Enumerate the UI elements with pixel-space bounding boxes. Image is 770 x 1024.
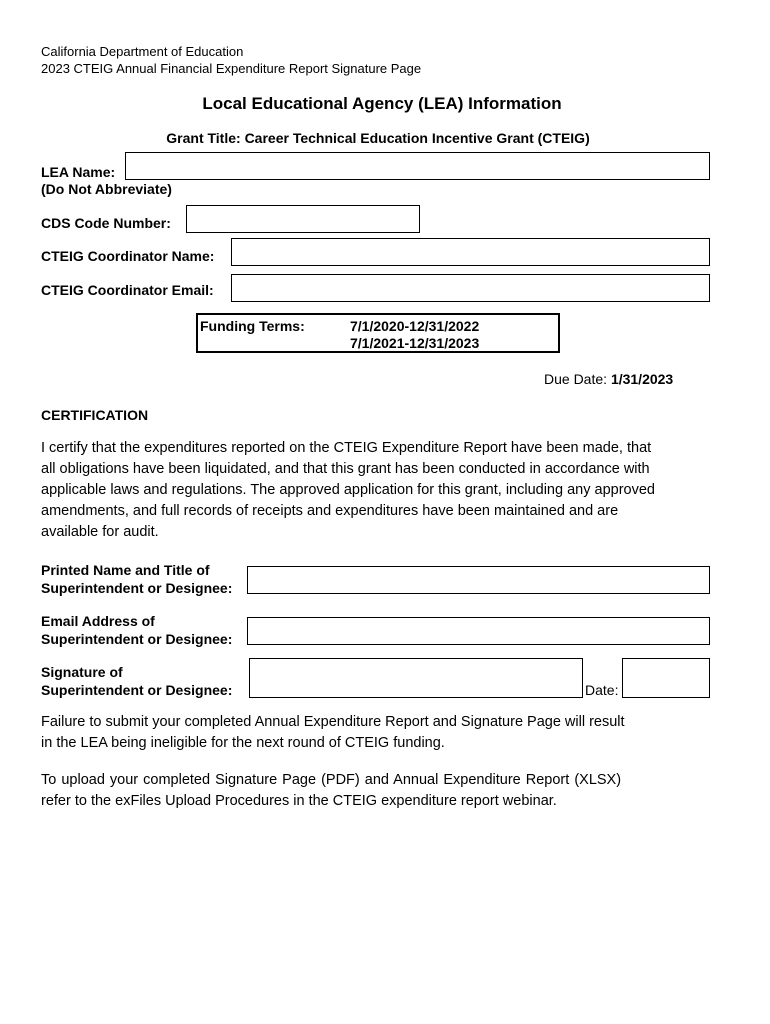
coordinator-email-field[interactable] [231,274,710,302]
failure-line: Failure to submit your completed Annual Expenditure Report and Signature Page will result [41,714,625,730]
coordinator-name-label: CTEIG Coordinator Name: [41,248,215,264]
superintendent-email-field[interactable] [247,617,710,645]
due-date-value: 1/31/2023 [610,371,674,387]
due-date [544,371,673,387]
certification-text [41,438,691,543]
email-label: Email Address of [41,613,155,629]
grant-title: Grant Title: Career Technical Education Incentive Grant (CTEIG) [166,130,590,146]
certification-line: available for audit. [41,524,159,540]
certification-line: applicable laws and regulations. The approved application for this grant, including any approved [41,482,655,498]
lea-name-note: (Do Not Abbreviate) [41,181,172,197]
cds-code-field[interactable] [186,205,420,233]
funding-term-1: 7/1/2020-12/31/2022 [350,318,480,334]
printed-name-field[interactable] [247,566,710,594]
date-field[interactable] [622,658,710,698]
failure-notice [41,712,691,754]
coordinator-email-label: CTEIG Coordinator Email: [41,282,214,298]
printed-name-label: Printed Name and Title of [41,562,210,578]
date-label: Date: [585,682,619,698]
certification-line: amendments, and full records of receipts and expenditures have been maintained and are [41,503,619,519]
funding-terms-label: Funding Terms: [200,318,305,334]
cds-code-label: CDS Code Number: [41,215,171,231]
certification-line: I certify that the expenditures reported on the CTEIG Expenditure Report have been made, that [41,440,652,456]
failure-line: in the LEA being ineligible for the next round of CTEIG funding. [41,735,445,751]
department-name: California Department of Education [41,44,244,59]
upload-line: refer to the exFiles Upload Procedures in the CTEIG expenditure report webinar. [41,793,557,809]
upload-line: To upload your completed Signature Page (PDF) and Annual Expenditure Report (XLSX) [41,772,622,788]
certification-heading: CERTIFICATION [41,407,149,423]
coordinator-name-field[interactable] [231,238,710,266]
section-title: Local Educational Agency (LEA) Information [202,94,562,113]
lea-name-label: LEA Name: [41,164,116,180]
signature-label: Signature of [41,664,123,680]
email-label-2: Superintendent or Designee: [41,631,233,647]
signature-field[interactable] [249,658,583,698]
due-date-label: Due Date: [544,371,608,387]
printed-name-label-2: Superintendent or Designee: [41,580,233,596]
funding-terms-box [196,313,560,353]
upload-notice [41,770,721,812]
funding-term-2: 7/1/2021-12/31/2023 [350,335,480,351]
signature-label-2: Superintendent or Designee: [41,682,233,698]
lea-name-field[interactable] [125,152,710,180]
report-title: 2023 CTEIG Annual Financial Expenditure Report Signature Page [41,61,422,76]
certification-line: all obligations have been liquidated, and that this grant has been conducted in accordance with [41,461,650,477]
